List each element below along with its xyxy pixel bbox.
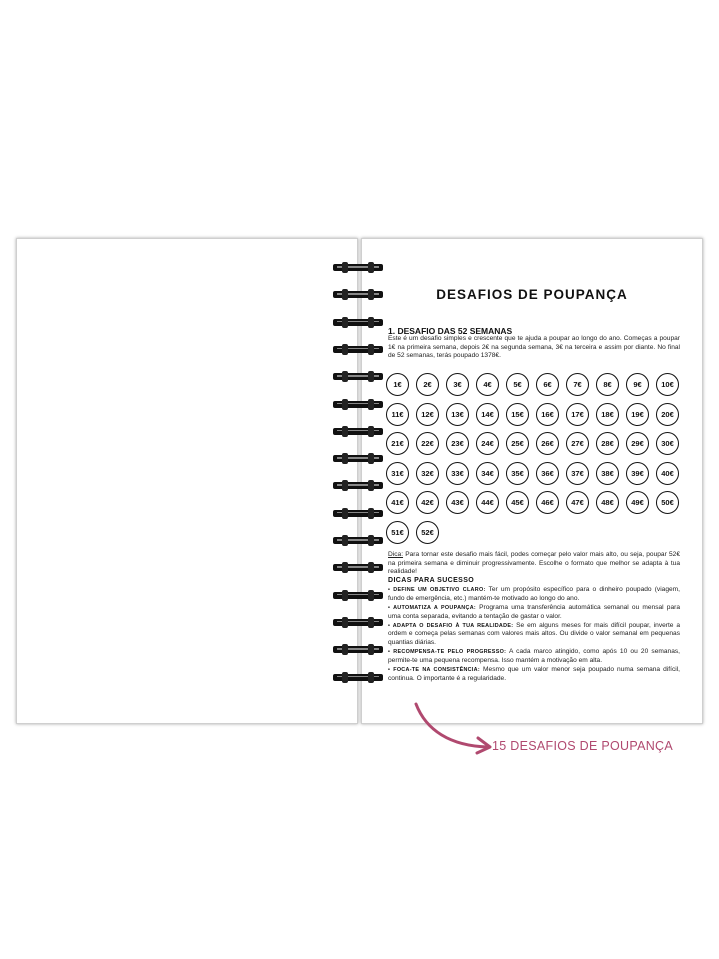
callout-label: 15 DESAFIOS DE POUPANÇA — [492, 739, 674, 753]
week-coin: 5€ — [506, 373, 529, 396]
week-coin: 32€ — [416, 462, 439, 485]
week-coin: 43€ — [446, 491, 469, 514]
tip-item-label: • AUTOMATIZA A POUPANÇA: — [388, 604, 476, 611]
week-coin: 49€ — [626, 491, 649, 514]
tip-item-label: • RECOMPENSA-TE PELO PROGRESSO: — [388, 649, 507, 656]
week-coin: 25€ — [506, 432, 529, 455]
tips-list — [388, 586, 680, 684]
tip-item-label: • DEFINE UM OBJETIVO CLARO: — [388, 587, 486, 593]
week-coin: 33€ — [446, 462, 469, 485]
week-coin: 39€ — [626, 462, 649, 485]
tip-item-label: • FOCA-TE NA CONSISTÊNCIA: — [388, 666, 480, 673]
challenge-intro: Este é um desafio simples e crescente que te ajuda a poupar ao longo do ano. Começas a poupar 1€ na primeira semana, depois 2€ na segunda semana, 3€ na terceira e assim por diante. No final de 52 semanas, terás poupado 1378€. — [388, 335, 680, 360]
tip-item — [388, 622, 680, 648]
spiral-ring — [333, 262, 383, 273]
week-coin: 21€ — [386, 432, 409, 455]
week-coin: 38€ — [596, 462, 619, 485]
week-coin: 50€ — [656, 491, 679, 514]
week-coin: 14€ — [476, 403, 499, 426]
week-coin: 16€ — [536, 403, 559, 426]
tip-item-text: Mesmo que um valor menor seja poupado numa semana difícil, continua. O importante é a regularidade. — [388, 665, 680, 682]
week-coin: 18€ — [596, 403, 619, 426]
challenge-heading: 1. DESAFIO DAS 52 SEMANAS — [388, 326, 513, 336]
week-coin: 12€ — [416, 403, 439, 426]
week-coin: 31€ — [386, 462, 409, 485]
tip-item-label: • ADAPTA O DESAFIO À TUA REALIDADE: — [388, 622, 514, 629]
tip-item — [388, 666, 680, 683]
tip-item-text: Se em alguns meses for mais difícil poupar, inverte a ordem e começa pelas semanas com valores mais altos. Ou divide o valor semanal em pequenas quantias diárias. — [388, 621, 680, 646]
week-coin: 44€ — [476, 491, 499, 514]
spiral-ring — [333, 590, 383, 601]
spiral-ring — [333, 617, 383, 628]
week-coin: 11€ — [386, 403, 409, 426]
spiral-ring — [333, 480, 383, 491]
week-coin: 46€ — [536, 491, 559, 514]
week-coin: 35€ — [506, 462, 529, 485]
week-coin: 10€ — [656, 373, 679, 396]
week-coin: 4€ — [476, 373, 499, 396]
week-coin: 8€ — [596, 373, 619, 396]
week-coin: 27€ — [566, 432, 589, 455]
week-coin: 37€ — [566, 462, 589, 485]
week-coin: 3€ — [446, 373, 469, 396]
tip-item-text: Ter um propósito específico para o dinheiro poupado (viagem, fundo de emergência, etc.) mantém-te motivado ao longo do ano. — [388, 586, 680, 602]
week-coin: 26€ — [536, 432, 559, 455]
week-coin: 15€ — [506, 403, 529, 426]
week-coin: 17€ — [566, 403, 589, 426]
spiral-ring — [333, 344, 383, 355]
left-page — [16, 238, 358, 724]
curved-arrow-icon — [410, 700, 495, 755]
tip-label: Dica: — [388, 551, 404, 558]
spiral-ring — [333, 535, 383, 546]
spiral-ring — [333, 644, 383, 655]
tip-item-text: Programa uma transferência automática semanal ou mensal para uma conta separada, evitando a tentação de gastar o valor. — [388, 603, 680, 620]
challenge-tip — [388, 551, 680, 577]
page-title: DESAFIOS DE POUPANÇA — [436, 287, 628, 302]
week-coin: 30€ — [656, 432, 679, 455]
spiral-ring — [333, 399, 383, 410]
week-coin: 23€ — [446, 432, 469, 455]
week-coin: 45€ — [506, 491, 529, 514]
week-coin: 34€ — [476, 462, 499, 485]
tip-text: Para tornar este desafio mais fácil, podes começar pelo valor mais alto, ou seja, poupar 52€ na primeira semana e diminuir progressivamente. Escolhe o formato que melhor se adapta à tua realidade! — [388, 551, 680, 576]
spiral-ring — [333, 317, 383, 328]
week-coin: 41€ — [386, 491, 409, 514]
spiral-ring — [333, 508, 383, 519]
tips-heading: DICAS PARA SUCESSO — [388, 577, 475, 584]
tip-item — [388, 604, 680, 621]
week-coin: 6€ — [536, 373, 559, 396]
week-coin: 20€ — [656, 403, 679, 426]
spiral-ring — [333, 426, 383, 437]
week-coin: 24€ — [476, 432, 499, 455]
week-coin: 52€ — [416, 521, 439, 544]
tip-item-text: A cada marco atingido, como após 10 ou 20 semanas, permite-te uma pequena recompensa. Isso mantém a motivação em alta. — [388, 648, 680, 664]
spiral-ring — [333, 672, 383, 683]
spiral-ring — [333, 562, 383, 573]
week-coin: 1€ — [386, 373, 409, 396]
week-coin: 48€ — [596, 491, 619, 514]
tip-item — [388, 586, 680, 603]
spiral-ring — [333, 371, 383, 382]
week-coin: 29€ — [626, 432, 649, 455]
spiral-ring — [333, 453, 383, 464]
week-coin: 19€ — [626, 403, 649, 426]
week-coin: 47€ — [566, 491, 589, 514]
week-coin: 7€ — [566, 373, 589, 396]
week-coin: 2€ — [416, 373, 439, 396]
week-coin: 9€ — [626, 373, 649, 396]
week-coin: 51€ — [386, 521, 409, 544]
week-coin: 28€ — [596, 432, 619, 455]
week-coin: 22€ — [416, 432, 439, 455]
week-coin: 40€ — [656, 462, 679, 485]
week-coin: 36€ — [536, 462, 559, 485]
week-coin: 13€ — [446, 403, 469, 426]
week-coin: 42€ — [416, 491, 439, 514]
tip-item — [388, 648, 680, 665]
